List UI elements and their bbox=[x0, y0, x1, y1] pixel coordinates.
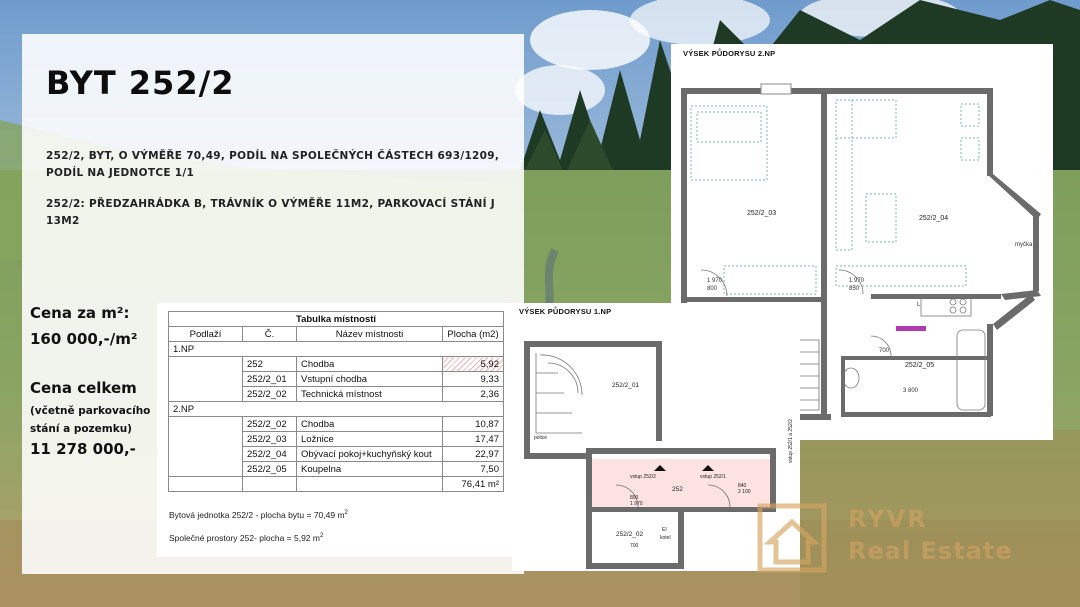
room-table-header bbox=[169, 327, 504, 342]
room-number: 252/2_04 bbox=[243, 447, 297, 462]
plan-label-door-height: 1 970 bbox=[630, 501, 643, 507]
price-per-m2-value: 160 000,-/m² bbox=[30, 330, 138, 348]
floor-label: 2.NP bbox=[169, 402, 504, 417]
entrance-label-252-1: vstup 252/1 bbox=[700, 474, 726, 480]
entrance-label-252-2: vstup 252/2 bbox=[630, 474, 656, 480]
room-area: 5,92 bbox=[443, 357, 504, 372]
room-area: 22,97 bbox=[443, 447, 504, 462]
room-name: Obývací pokoj+kuchyňský kout bbox=[297, 447, 443, 462]
room-number: 252/2_02 bbox=[243, 417, 297, 432]
room-number: 252 bbox=[243, 357, 297, 372]
table-row-floor bbox=[169, 342, 504, 357]
plan-label-door-width: 800 bbox=[630, 495, 639, 501]
room-table-caption: Tabulka místností bbox=[169, 312, 504, 327]
room-name: Koupelna bbox=[297, 462, 443, 477]
room-name: Vstupní chodba bbox=[297, 372, 443, 387]
room-area: 7,50 bbox=[443, 462, 504, 477]
room-number: 252/2_03 bbox=[243, 432, 297, 447]
logo-text-primary: RYVR bbox=[848, 505, 928, 533]
floor-label: 1.NP bbox=[169, 342, 504, 357]
table-total-row bbox=[169, 477, 504, 492]
plan-label-dimension: 3 800 bbox=[903, 388, 919, 394]
plan-label-door-width: 850 bbox=[849, 286, 860, 292]
room-label-252-2-05: 252/2_05 bbox=[905, 362, 935, 369]
plan-label-door-width: 700 bbox=[879, 348, 890, 354]
room-label-252-2-04: 252/2_04 bbox=[919, 215, 949, 222]
plan-label-dishwasher: myčka bbox=[1015, 242, 1033, 248]
ryvr-logo-icon bbox=[756, 502, 828, 574]
room-name: Ložnice bbox=[297, 432, 443, 447]
listing-title: BYT 252/2 bbox=[46, 64, 235, 102]
table-row bbox=[169, 357, 504, 372]
header-number: Č. bbox=[243, 327, 297, 342]
room-number: 252/2_02 bbox=[243, 387, 297, 402]
entrance-label-shared: vstup 252/1 a 252/2 bbox=[788, 419, 794, 463]
plan-label-fridge: L bbox=[917, 302, 921, 308]
plan-label-ei: EI bbox=[662, 527, 667, 533]
price-total-value: 11 278 000,- bbox=[30, 440, 136, 458]
room-label-252: 252 bbox=[672, 486, 683, 493]
plan-label-door-height: 1 970 bbox=[707, 278, 723, 284]
price-total-note-line1: (včetně parkovacího bbox=[30, 405, 151, 417]
price-total-note-line2: stání a pozemku) bbox=[30, 423, 132, 435]
room-label-252-2-02: 252/2_02 bbox=[616, 531, 644, 538]
plan-label-door-width: 840 bbox=[738, 483, 747, 489]
plan-label-door-height: 1 970 bbox=[849, 278, 865, 284]
header-floor: Podlaží bbox=[169, 327, 243, 342]
price-total-label: Cena celkem bbox=[30, 379, 137, 397]
unit-description: 252/2, BYT, O VÝMĚŘE 70,49, PODÍL NA SPOLEČNÝCH ČÁSTECH 693/1209, PODÍL NA JEDNOTCE 1/1 bbox=[46, 150, 500, 179]
total-area: 76,41 m² bbox=[443, 477, 504, 492]
header-area: Plocha (m2) bbox=[443, 327, 504, 342]
room-area: 10,87 bbox=[443, 417, 504, 432]
floor-plan-2np-title: VÝSEK PŮDORYSU 2.NP bbox=[683, 49, 776, 58]
price-per-m2-label: Cena za m²: bbox=[30, 304, 130, 322]
plan-label-door-width: 700 bbox=[630, 543, 639, 549]
plan-label-door-height: 2 100 bbox=[738, 489, 751, 495]
unit-area-note: Bytová jednotka 252/2 - plocha bytu = 70,49 $m^2$ bbox=[169, 510, 348, 520]
room-name: Chodba bbox=[297, 417, 443, 432]
logo-text-secondary: Real Estate bbox=[848, 537, 1013, 565]
table-row bbox=[169, 417, 504, 432]
room-number: 252/2_05 bbox=[243, 462, 297, 477]
header-room-name: Název místnosti bbox=[297, 327, 443, 342]
plan-label-boiler: kotel bbox=[660, 535, 671, 541]
room-area: 17,47 bbox=[443, 432, 504, 447]
room-area: 2,36 bbox=[443, 387, 504, 402]
room-area: 9,33 bbox=[443, 372, 504, 387]
room-label-252-2-03: 252/2_03 bbox=[747, 210, 777, 217]
garden-parking-description: 252/2: PŘEDZAHRÁDKA B, TRÁVNÍK O VÝMĚŘE 11M2, PARKOVACÍ STÁNÍ J 13M2 bbox=[46, 198, 495, 227]
room-table-card bbox=[157, 303, 514, 557]
table-row-floor bbox=[169, 402, 504, 417]
room-number: 252/2_01 bbox=[243, 372, 297, 387]
plan-label-door-width: 800 bbox=[707, 286, 718, 292]
room-name: Technická místnost bbox=[297, 387, 443, 402]
room-table bbox=[168, 311, 504, 492]
common-area-note: Společné prostory 252- plocha = 5,92 $m^2$ bbox=[169, 533, 324, 543]
floor-plan-1np-title: VÝSEK PŮDORYSU 1.NP bbox=[519, 307, 612, 316]
plan-label-shelf: police bbox=[534, 435, 548, 441]
room-name: Chodba bbox=[297, 357, 443, 372]
room-label-252-2-01: 252/2_01 bbox=[612, 382, 640, 389]
